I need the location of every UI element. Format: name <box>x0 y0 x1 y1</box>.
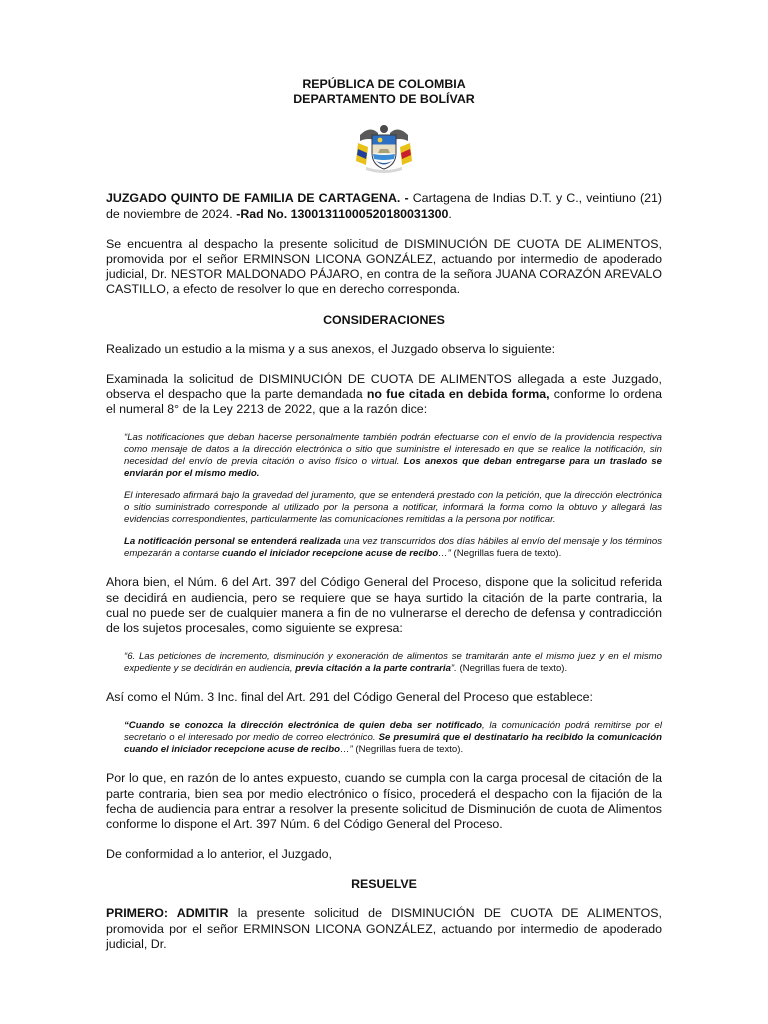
paragraph-examination <box>106 372 662 418</box>
quote1-p3-bold2: cuando el iniciador recepcione acuse de recibo <box>222 548 439 560</box>
quote3-bold2: Se presumirá que el destinatario ha recibido la comunicación cuando el iniciador recepcione acuse de recibo <box>124 732 663 756</box>
paragraph-cgp-291: Así como el Núm. 3 Inc. final del Art. 291 del Código General del Proceso que establece: <box>106 690 593 705</box>
paragraph-primero <box>106 906 662 952</box>
quote-ley-2213-p3 <box>124 536 662 560</box>
primero-text: la presente solicitud de DISMINUCIÓN DE CUOTA DE ALIMENTOS, promovida por el señor ERMINSON LICONA GONZÁLEZ, actuando por intermedio de apoderado judicial, Dr. <box>106 906 662 951</box>
paragraph-cgp-397: Ahora bien, el Núm. 6 del Art. 397 del Código General del Proceso, dispone que la solicitud referida se decidirá en audiencia, pero se requiere que se haya surtido la citación de la parte contraria, la cual no puede ser de cualquier manera a fin de no vulnerarse el derecho de defensa y contradicción de los sujetos procesales, como siguiente se expresa: <box>106 575 662 636</box>
quote3-note: (Negrillas fuera de texto). <box>352 744 464 756</box>
quote2-text: “6. Las peticiones de incremento, disminución y exoneración de alimentos se tramitarán ante el mismo juez y en el mismo expediente y se decidirán en audiencia, <box>124 651 662 675</box>
quote2-close: ”. <box>450 663 457 675</box>
quote1-p3-bold1: La notificación personal se entenderá realizada <box>124 536 341 548</box>
intro-period: . <box>448 206 452 221</box>
quote-cgp-397-p1 <box>124 651 662 675</box>
colombia-coat-of-arms-icon <box>354 121 414 173</box>
quote3-close: …” <box>339 744 353 756</box>
location-date: Cartagena de Indias D.T. y C., veintiuno (21) de noviembre de 2024. <box>106 191 662 221</box>
quote-ley-2213 <box>124 432 662 560</box>
paragraph-study: Realizado un estudio a la misma y a sus anexos, el Juzgado observa lo siguiente: <box>106 341 556 356</box>
section-consideraciones: CONSIDERACIONES <box>323 312 445 327</box>
examination-text-end: conforme lo ordena el numeral 8° de la Ley 2213 de 2022, que a la razón dice: <box>106 387 663 417</box>
crest-container <box>106 121 662 173</box>
section-resuelve: RESUELVE <box>351 877 417 892</box>
quote3-bold1: “Cuando se conozca la dirección electrónica de quien deba ser notificado <box>124 720 482 732</box>
quote1-p3-text: una vez transcurridos dos días hábiles al envío del mensaje y los términos empezarán a contarse <box>124 536 662 560</box>
examination-text: Examinada la solicitud de DISMINUCIÓN DE CUOTA DE ALIMENTOS allegada a este Juzgado, observa el despacho que la parte demandada <box>106 371 662 402</box>
paragraph-conformidad: De conformidad a lo anterior, el Juzgado, <box>106 847 332 862</box>
intro-paragraph <box>106 191 662 221</box>
document-body <box>106 77 662 967</box>
quote3-text: , la comunicación podrá remitirse por el secretario o el interesado por medio de correo electrónico. <box>124 720 662 744</box>
header-country: REPÚBLICA DE COLOMBIA <box>302 77 466 91</box>
header-department: DEPARTAMENTO DE BOLÍVAR <box>293 92 475 107</box>
quote1-p3-note: (Negrillas fuera de texto). <box>450 548 562 560</box>
quote-cgp-291-p1 <box>124 720 662 756</box>
quote-ley-2213-p1 <box>124 432 662 480</box>
court-name: JUZGADO QUINTO DE FAMILIA DE CARTAGENA. - <box>106 191 409 206</box>
quote2-bold: previa citación a la parte contraria <box>295 663 451 675</box>
paragraph-request: Se encuentra al despacho la presente solicitud de DISMINUCIÓN DE CUOTA DE ALIMENTOS, promovida por el señor ERMINSON LICONA GONZÁLEZ, actuando por intermedio de apoderado judicial, Dr. NESTOR MALDONADO PÁJARO, en contra de la señora JUANA CORAZÓN AREVALO CASTILLO, a efecto de resolver lo que en derecho corresponda. <box>106 236 662 297</box>
quote1-text: “Las notificaciones que deban hacerse personalmente también podrán efectuarse con el envío de la providencia respectiva como mensaje de datos a la dirección electrónica o sitio que suministre el interesado en que se realice la notificación, sin necesidad del envío de previa citación o aviso físico o virtual. <box>124 432 662 468</box>
quote-ley-2213-p2: El interesado afirmará bajo la gravedad del juramento, que se entenderá prestado con la petición, que la dirección electrónica o sitio suministrado corresponde al utilizado por la persona a notificar, informará la forma como la obtuvo y allegará las evidencias correspondientes, particularmente las comunicaciones remitidas a la persona por notificar. <box>124 490 662 526</box>
quote1-p3-close: …” <box>438 548 451 560</box>
quote-cgp-291 <box>124 720 662 756</box>
radicado-number: -Rad No. 13001311000520180031300 <box>236 206 449 221</box>
examination-bold: no fue citada en debida forma, <box>366 387 550 402</box>
paragraph-conclusion: Por lo que, en razón de lo antes expuesto, cuando se cumpla con la carga procesal de citación de la parte contraria, bien sea por medio electrónico o físico, procederá el despacho con la fijación de la fecha de audiencia para entrar a resolver la presente solicitud de Disminución de cuota de Alimentos conforme lo dispone el Art. 397 Núm. 6 del Código General del Proceso. <box>106 771 662 832</box>
quote-cgp-397 <box>124 651 662 675</box>
quote2-note: (Negrillas fuera de texto). <box>456 663 568 675</box>
quote1-bold: Los anexos que deban entregarse para un traslado se enviarán por el mismo medio. <box>124 456 662 480</box>
primero-label: PRIMERO: ADMITIR <box>106 906 229 921</box>
